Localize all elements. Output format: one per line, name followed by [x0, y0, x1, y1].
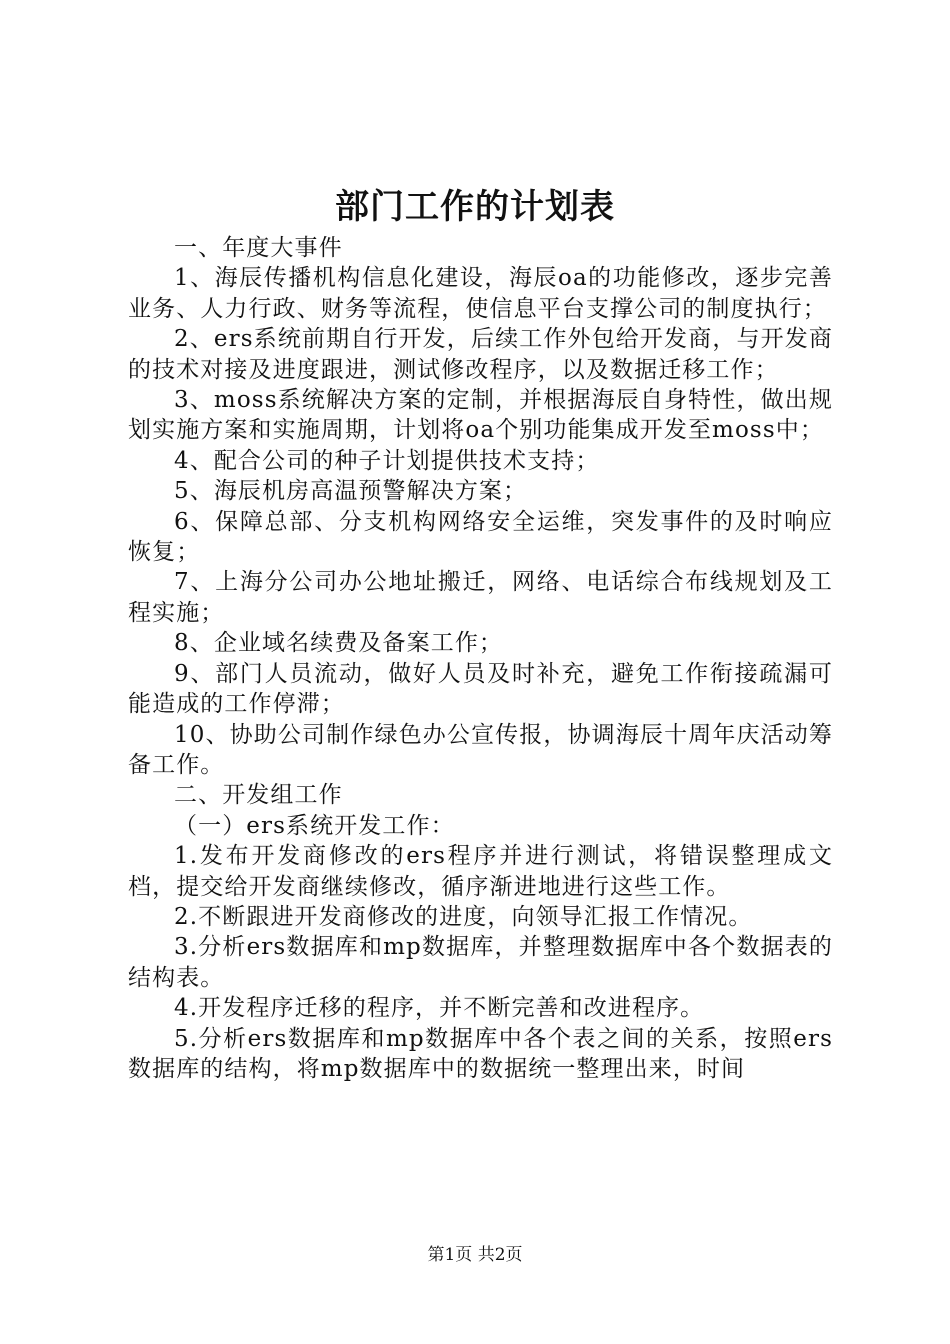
section-heading: 二、开发组工作	[174, 782, 343, 809]
paragraph: 4.开发程序迁移的程序，并不断完善和改进程序。	[174, 995, 705, 1022]
paragraph: 2.不断跟进开发商修改的进度，向领导汇报工作情况。	[174, 903, 753, 930]
paragraph: 3、moss系统解决方案的定制，并根据海辰自身特性，做出规划实施方案和实施周期，计划将oa个别功能集成开发至moss中；	[128, 387, 833, 444]
paragraph: 7、上海分公司办公地址搬迁，网络、电话综合布线规划及工程实施；	[128, 569, 833, 626]
paragraph: 1、海辰传播机构信息化建设，海辰oa的功能修改，逐步完善业务、人力行政、财务等流程，使信息平台支撑公司的制度执行；	[128, 265, 833, 322]
paragraph: 8、企业域名续费及备案工作；	[174, 630, 504, 657]
document-title: 部门工作的计划表	[335, 187, 615, 227]
paragraph: 5.分析ers数据库和mp数据库中各个表之间的关系，按照ers数据库的结构，将mp数据库中的数据统一整理出来，时间	[128, 1025, 833, 1082]
paragraph: 5、海辰机房高温预警解决方案；	[174, 478, 528, 505]
paragraph: 2、ers系统前期自行开发，后续工作外包给开发商，与开发商的技术对接及进度跟进，测试修改程序，以及数据迁移工作；	[128, 326, 833, 383]
paragraph: 10、协助公司制作绿色办公宣传报，协调海辰十周年庆活动筹备工作。	[128, 721, 833, 778]
subsection-heading: （一）ers系统开发工作：	[174, 812, 455, 839]
paragraph: 3.分析ers数据库和mp数据库，并整理数据库中各个数据表的结构表。	[128, 934, 833, 991]
page-footer: 第1页 共2页	[427, 1245, 523, 1265]
paragraph: 1.发布开发商修改的ers程序并进行测试，将错误整理成文档，提交给开发商继续修改，循序渐进地进行这些工作。	[128, 843, 833, 900]
document-body	[128, 233, 833, 1084]
paragraph: 6、保障总部、分支机构网络安全运维，突发事件的及时响应恢复；	[128, 508, 833, 566]
paragraph: 4、配合公司的种子计划提供技术支持；	[174, 447, 600, 474]
section-heading: 一、年度大事件	[174, 235, 343, 261]
paragraph: 9、部门人员流动，做好人员及时补充，避免工作衔接疏漏可能造成的工作停滞；	[128, 660, 833, 718]
